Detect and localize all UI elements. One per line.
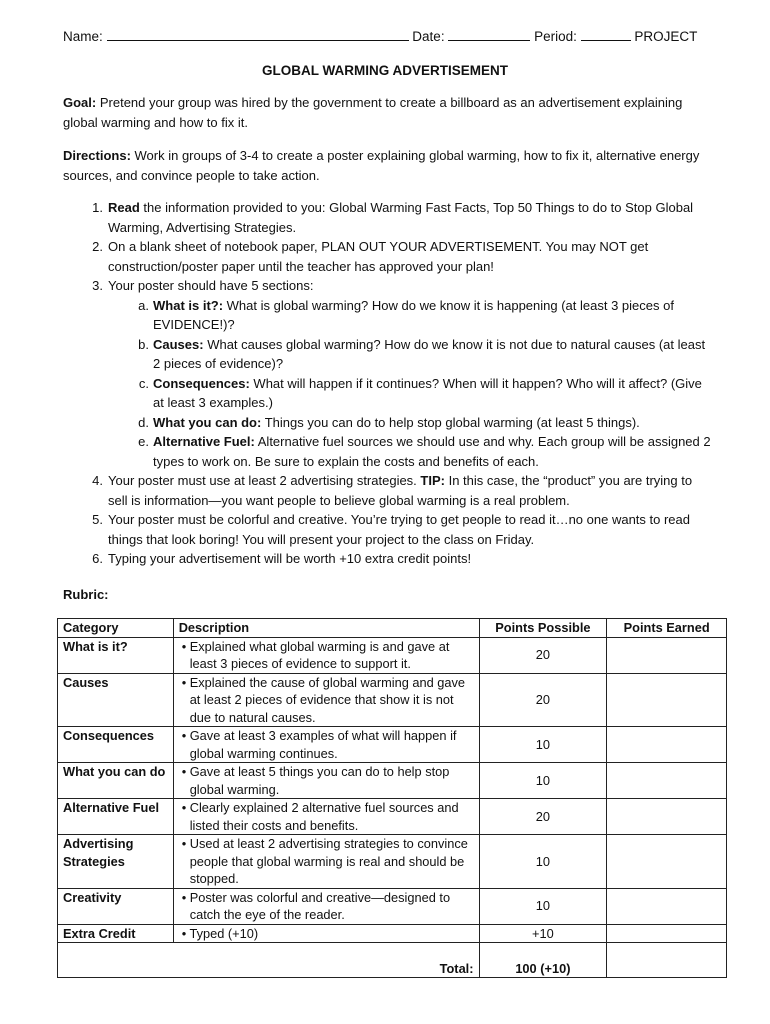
list-number: 6.: [92, 551, 103, 566]
header-category: Category: [58, 619, 174, 638]
list-item: [63, 198, 713, 237]
step-text: In this case, the “product” you are trying to sell is information—you want people to believe global warming is a real problem.: [108, 473, 693, 508]
row-description: [173, 637, 479, 673]
row-earned: [607, 888, 727, 924]
sub-letter: b.: [138, 336, 149, 352]
step-text: Your poster must be colorful and creative. You’re trying to get people to read it…no one wants to read things that look boring! You will present your project to the class on Friday.: [108, 512, 690, 547]
rubric-label: Rubric:: [63, 587, 109, 602]
sub-text: What will happen if it continues? When will it happen? Who will it affect? (Give at least 3 examples.): [153, 375, 702, 410]
sub-text: What is global warming? How do we know it is happening (at least 3 pieces of EVIDENCE!)?: [153, 297, 674, 332]
row-points: 20: [479, 637, 607, 673]
row-description-text: • Gave at least 3 examples of what will happen if global warming continues.: [181, 728, 457, 761]
name-label: Name:: [63, 29, 103, 44]
row-description-text: • Gave at least 5 things you can do to help stop global warming.: [181, 764, 450, 797]
sub-letter: a.: [138, 297, 149, 313]
page-title: GLOBAL WARMING ADVERTISEMENT: [262, 63, 508, 78]
row-description-text: • Clearly explained 2 alternative fuel sources and listed their costs and benefits.: [181, 800, 459, 833]
sub-bold: Alternative Fuel:: [153, 434, 255, 449]
goal-label: Goal:: [63, 95, 97, 110]
row-points: +10: [479, 924, 607, 943]
row-description-text: • Explained what global warming is and gave at least 3 pieces of evidence to support it.: [181, 638, 450, 671]
table-row: [58, 888, 727, 924]
row-earned: [607, 673, 727, 727]
row-category: Advertising Strategies: [58, 835, 174, 889]
total-row: [58, 943, 727, 978]
project-label: PROJECT: [634, 29, 698, 44]
row-category: What is it?: [58, 637, 174, 673]
sub-bold: Consequences:: [153, 375, 250, 391]
list-number: 3.: [92, 278, 103, 293]
row-category: Causes: [58, 673, 174, 727]
row-description: [173, 763, 479, 799]
row-earned: [607, 727, 727, 763]
step-bold: Read: [108, 200, 140, 215]
period-label: Period:: [534, 29, 577, 44]
row-earned: [607, 835, 727, 889]
sub-text: Things you can do to help stop global warming (at least 5 things).: [261, 414, 640, 430]
row-category: Alternative Fuel: [58, 799, 174, 835]
list-number: 1.: [92, 200, 103, 215]
directions-paragraph: [63, 146, 703, 185]
row-description-text: • Explained the cause of global warming and gave at least 2 pieces of evidence that show it is not due to natural causes.: [181, 674, 466, 725]
row-description: [173, 727, 479, 763]
goal-text: Pretend your group was hired by the government to create a billboard as an advertisement explaining global warming and how to fix it.: [63, 95, 683, 130]
step-text: Your poster should have 5 sections:: [108, 278, 314, 293]
row-description: [173, 799, 479, 835]
step-text: the information provided to you: Global Warming Fast Facts, Top 50 Things to do to Stop Global Warming, Advertising Strategies.: [108, 200, 694, 235]
sub-list-item: [63, 296, 713, 335]
header-description: Description: [173, 619, 479, 638]
row-points: 20: [479, 673, 607, 727]
date-blank: [448, 27, 530, 41]
row-earned: [607, 637, 727, 673]
table-header-row: [58, 619, 727, 638]
row-earned: [607, 924, 727, 943]
row-points: 10: [479, 763, 607, 799]
sub-list-item: [63, 374, 713, 413]
directions-label: Directions:: [63, 148, 131, 163]
name-blank: [107, 27, 409, 41]
goal-paragraph: [63, 93, 703, 132]
row-description-text: • Poster was colorful and creative—designed to catch the eye of the reader.: [181, 889, 451, 922]
row-description: [173, 835, 479, 889]
list-item: [63, 276, 713, 296]
table-row: [58, 799, 727, 835]
row-description-text: • Used at least 2 advertising strategies to convince people that global warming is real and should be stopped.: [181, 836, 468, 886]
period-blank: [581, 27, 631, 41]
header-points-possible: Points Possible: [479, 619, 607, 638]
row-earned: [607, 799, 727, 835]
sub-list-item: [63, 432, 713, 471]
sub-list-item: [63, 413, 713, 433]
list-number: 2.: [92, 239, 103, 254]
header-points-earned: Points Earned: [607, 619, 727, 638]
row-earned: [607, 763, 727, 799]
step-text: Typing your advertisement will be worth +10 extra credit points!: [108, 551, 472, 566]
sub-letter: c.: [138, 375, 149, 391]
table-row: [58, 835, 727, 889]
list-item: [63, 471, 713, 510]
list-item: [63, 237, 713, 276]
sub-text: Alternative fuel sources we should use and why. Each group will be assigned 2 types to work on. Be sure to explain the costs and benefits of each.: [153, 434, 711, 469]
total-value: 100 (+10): [479, 943, 607, 978]
row-description-text: • Typed (+10): [181, 925, 259, 941]
row-points: 10: [479, 835, 607, 889]
rubric-table: [57, 618, 727, 978]
list-number: 5.: [92, 512, 103, 527]
row-category: Consequences: [58, 727, 174, 763]
sub-text: What causes global warming? How do we know it is not due to natural causes (at least 2 pieces of evidence)?: [153, 336, 706, 371]
row-points: 10: [479, 888, 607, 924]
table-row: [58, 673, 727, 727]
row-points: 20: [479, 799, 607, 835]
step-text: On a blank sheet of notebook paper, PLAN OUT YOUR ADVERTISEMENT. You may NOT get construction/poster paper until the teacher has approved your plan!: [108, 239, 649, 274]
sub-list-item: [63, 335, 713, 374]
row-description: [173, 888, 479, 924]
table-row: [58, 637, 727, 673]
table-row: [58, 924, 727, 943]
sub-letter: e.: [138, 434, 149, 449]
list-item: [63, 549, 713, 569]
total-label: Total:: [58, 943, 480, 978]
table-row: [58, 727, 727, 763]
row-category: What you can do: [58, 763, 174, 799]
steps-list: [63, 198, 713, 569]
sub-bold: Causes:: [153, 336, 204, 352]
table-row: [58, 763, 727, 799]
total-earned: [607, 943, 727, 978]
directions-text: Work in groups of 3-4 to create a poster explaining global warming, how to fix it, alternative energy sources, and convince people to take action.: [63, 148, 700, 183]
list-number: 4.: [92, 473, 103, 488]
list-item: [63, 510, 713, 549]
row-points: 10: [479, 727, 607, 763]
step-text: Your poster must use at least 2 advertising strategies.: [108, 473, 421, 488]
header-line: [63, 27, 703, 46]
sub-bold: What you can do:: [153, 414, 262, 430]
row-description: [173, 924, 479, 943]
row-category: Extra Credit: [58, 924, 174, 943]
date-label: Date:: [412, 29, 445, 44]
row-category: Creativity: [58, 888, 174, 924]
row-description: [173, 673, 479, 727]
step-bold: TIP:: [420, 473, 445, 488]
sub-letter: d.: [138, 414, 149, 430]
sub-bold: What is it?:: [153, 297, 224, 313]
